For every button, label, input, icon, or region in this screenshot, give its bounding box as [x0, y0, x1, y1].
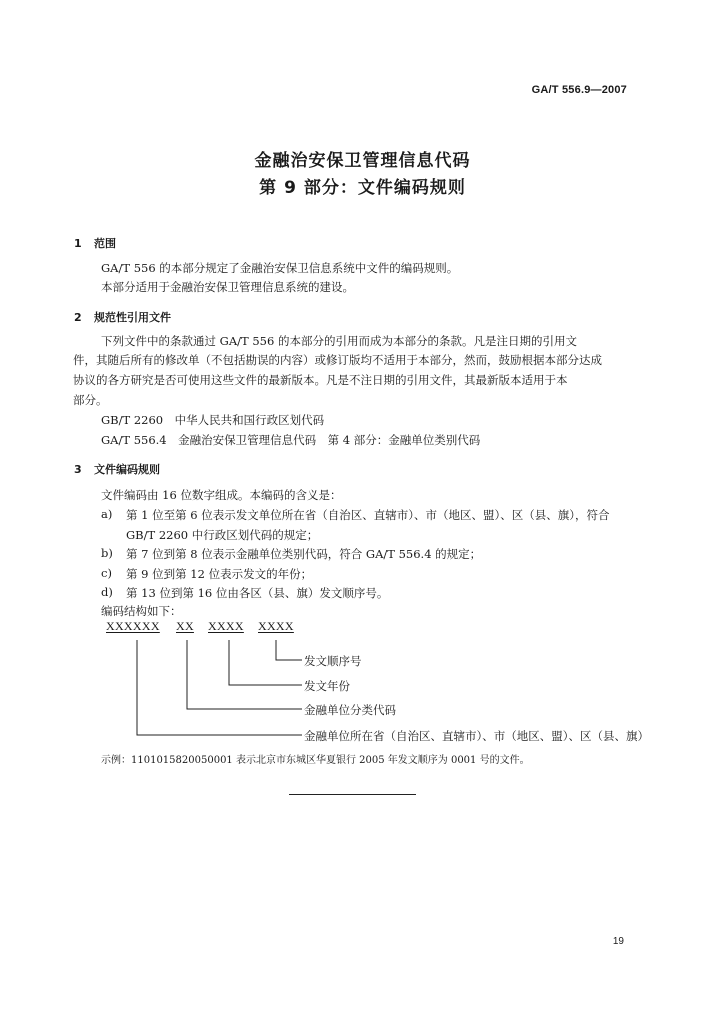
connector-line — [187, 640, 302, 709]
section-number: 1 — [74, 237, 82, 250]
list-item-label: d) — [101, 585, 113, 599]
code-group-2: XX — [176, 619, 194, 633]
end-rule — [289, 794, 416, 795]
paragraph: GA/T 556 的本部分规定了金融治安保卫信息系统中文件的编码规则。 — [101, 261, 459, 275]
list-item-text: 第 9 位到第 12 位表示发文的年份； — [126, 567, 313, 581]
list-item-label: a) — [101, 507, 113, 521]
code-label-sequence: 发文顺序号 — [304, 654, 362, 668]
paragraph-line: 部分。 — [73, 393, 108, 407]
reference-item: GA/T 556.4 金融治安保卫管理信息代码 第 4 部分：金融单位类别代码 — [101, 433, 481, 447]
paragraph: 文件编码由 16 位数字组成。本编码的含义是： — [101, 488, 342, 502]
document-title: 金融治安保卫管理信息代码 — [254, 151, 471, 171]
paragraph-line: 件，其随后所有的修改单（不包括勘误的内容）或修订版均不适用于本部分，然而，鼓励根据本部分达成 — [73, 353, 602, 367]
code-label-region: 金融单位所在省（自治区、直辖市）、市（地区、盟）、区（县、旗） — [304, 729, 649, 743]
list-item-label: b) — [101, 546, 113, 560]
paragraph: 本部分适用于金融治安保卫管理信息系统的建设。 — [101, 280, 354, 294]
list-item-text: 第 1 位至第 6 位表示发文单位所在省（自治区、直辖市）、市（地区、盟）、区（县、旗），符合 — [126, 508, 610, 522]
section-number: 3 — [74, 463, 82, 476]
list-item-text: GB/T 2260 中行政区划代码的规定； — [126, 528, 319, 542]
reference-item: GB/T 2260 中华人民共和国行政区划代码 — [101, 413, 325, 427]
section-number: 2 — [74, 311, 82, 324]
code-label-year: 发文年份 — [304, 679, 350, 693]
list-item-label: c) — [101, 566, 112, 580]
document-subtitle: 第 9 部分：文件编码规则 — [259, 178, 466, 198]
code-group-1: XXXXXX — [106, 619, 160, 633]
section-title: 文件编码规则 — [94, 463, 160, 476]
connector-line — [137, 640, 302, 735]
list-item-text: 第 13 位到第 16 位由各区（县、旗）发文顺序号。 — [126, 586, 389, 600]
paragraph-line: 协议的各方研究是否可使用这些文件的最新版本。凡是不注日期的引用文件，其最新版本适用于本 — [73, 373, 568, 387]
paragraph-line: 下列文件中的条款通过 GA/T 556 的本部分的引用而成为本部分的条款。凡是注日期的引用文 — [101, 334, 577, 348]
code-group-3: XXXX — [208, 619, 244, 633]
connector-line — [276, 640, 302, 660]
code-label-category: 金融单位分类代码 — [304, 703, 396, 717]
section-title: 范围 — [94, 237, 116, 250]
structure-label: 编码结构如下： — [101, 604, 182, 618]
page-number: 19 — [612, 936, 624, 947]
example-text: 示例：1101015820050001 表示北京市东城区华夏银行 2005 年发文顺序为 0001 号的文件。 — [101, 755, 530, 766]
code-group-4: XXXX — [258, 619, 294, 633]
section-title: 规范性引用文件 — [94, 311, 171, 324]
standard-code: GA/T 556.9—2007 — [531, 84, 627, 96]
list-item-text: 第 7 位到第 8 位表示金融单位类别代码，符合 GA/T 556.4 的规定； — [126, 547, 482, 561]
connector-line — [229, 640, 302, 685]
